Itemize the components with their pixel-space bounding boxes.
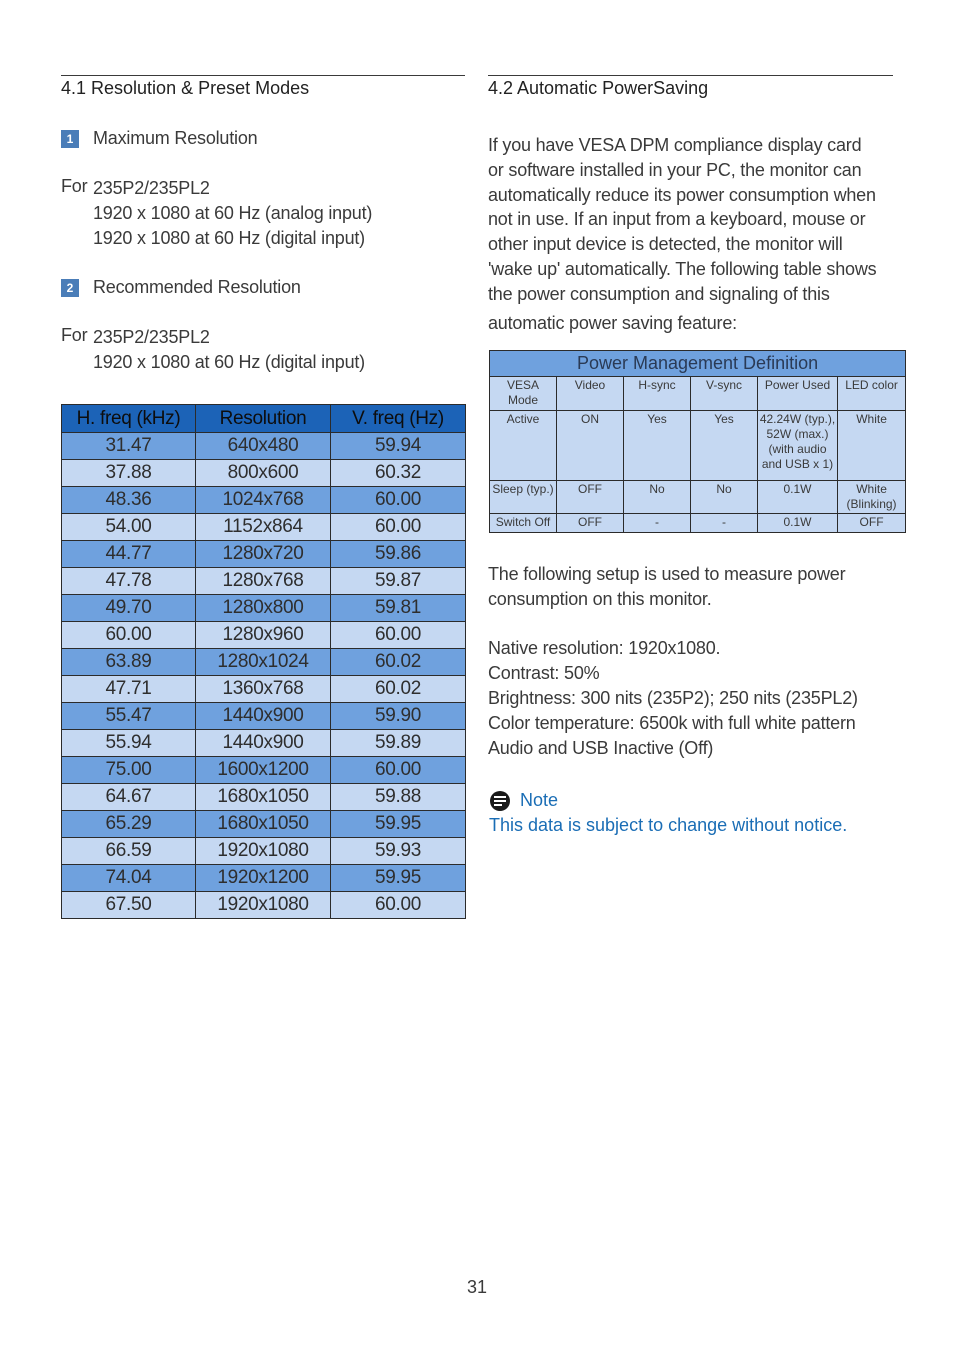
table-cell: 60.00 xyxy=(331,622,466,649)
table-cell: 1280x800 xyxy=(196,595,331,622)
max-line-analog: 1920 x 1080 at 60 Hz (analog input) xyxy=(93,203,373,223)
table-cell: 59.95 xyxy=(331,811,466,838)
section-divider-right xyxy=(488,75,893,76)
table-cell: 66.59 xyxy=(62,838,196,865)
rec-model: 235P2/235PL2 xyxy=(93,327,210,347)
page-number: 31 xyxy=(467,1277,488,1297)
max-resolution-label: Maximum Resolution xyxy=(93,128,258,148)
table-cell: 1920x1080 xyxy=(196,892,331,919)
power-cell: OFF xyxy=(557,481,624,514)
power-cell: 0.1W xyxy=(758,481,838,514)
header-hfreq: H. freq (kHz) xyxy=(62,405,196,433)
section-divider-left xyxy=(61,75,465,76)
rec-line-digital: 1920 x 1080 at 60 Hz (digital input) xyxy=(93,352,365,372)
table-cell: 60.00 xyxy=(331,757,466,784)
table-row xyxy=(62,892,466,919)
power-header-cell: Video xyxy=(557,377,624,411)
specs-line: Audio and USB Inactive (Off) xyxy=(488,738,714,758)
table-cell: 59.81 xyxy=(331,595,466,622)
table-cell: 59.88 xyxy=(331,784,466,811)
table-cell: 44.77 xyxy=(62,541,196,568)
setup-line: consumption on this monitor. xyxy=(488,589,712,609)
power-table-title: Power Management Definition xyxy=(490,351,906,377)
step-badge-1: 1 xyxy=(61,130,79,148)
table-cell: 64.67 xyxy=(62,784,196,811)
table-cell: 59.95 xyxy=(331,865,466,892)
table-cell: 1024x768 xyxy=(196,487,331,514)
power-cell: No xyxy=(691,481,758,514)
power-cell: 42.24W (typ.), 52W (max.) (with audio and USB x 1) xyxy=(758,411,838,481)
table-cell: 1600x1200 xyxy=(196,757,331,784)
power-cell: White (Blinking) xyxy=(838,481,906,514)
table-row xyxy=(62,676,466,703)
power-cell: Sleep (typ.) xyxy=(490,481,557,514)
power-cell: Switch Off xyxy=(490,514,557,533)
power-header-cell: Power Used xyxy=(758,377,838,411)
for-prefix-rec: For xyxy=(61,325,88,345)
note-text: This data is subject to change without notice. xyxy=(489,815,848,835)
power-cell: 0.1W xyxy=(758,514,838,533)
power-row-sleep xyxy=(490,481,906,514)
table-cell: 800x600 xyxy=(196,460,331,487)
table-cell: 75.00 xyxy=(62,757,196,784)
table-row xyxy=(62,730,466,757)
header-resolution: Resolution xyxy=(196,405,331,433)
power-row-active xyxy=(490,411,906,481)
table-cell: 59.86 xyxy=(331,541,466,568)
table-row xyxy=(62,487,466,514)
intro-line: automatically reduce its power consumption when xyxy=(488,184,876,205)
table-cell: 59.94 xyxy=(331,433,466,460)
power-cell: - xyxy=(624,514,691,533)
power-cell: OFF xyxy=(838,514,906,533)
table-row xyxy=(62,622,466,649)
table-header-row xyxy=(62,405,466,433)
note-title: Note xyxy=(520,790,559,810)
table-row xyxy=(62,703,466,730)
intro-line: other input device is detected, the monitor will xyxy=(488,234,843,255)
intro-line: 'wake up' automatically. The following table shows xyxy=(488,259,877,279)
table-cell: 47.78 xyxy=(62,568,196,595)
for-prefix-max: For xyxy=(61,176,88,196)
power-cell: White xyxy=(838,411,906,481)
table-row xyxy=(62,757,466,784)
power-header-cell: H-sync xyxy=(624,377,691,411)
table-row xyxy=(62,649,466,676)
table-cell: 1440x900 xyxy=(196,703,331,730)
table-cell: 67.50 xyxy=(62,892,196,919)
table-cell: 1680x1050 xyxy=(196,784,331,811)
table-cell: 60.32 xyxy=(331,460,466,487)
table-cell: 60.02 xyxy=(331,676,466,703)
table-cell: 1280x768 xyxy=(196,568,331,595)
max-line-digital: 1920 x 1080 at 60 Hz (digital input) xyxy=(93,228,365,248)
power-cell: OFF xyxy=(557,514,624,533)
specs-line: Color temperature: 6500k with full white pattern xyxy=(488,713,856,733)
table-row xyxy=(62,811,466,838)
table-row xyxy=(62,514,466,541)
table-cell: 60.00 xyxy=(62,622,196,649)
table-cell: 48.36 xyxy=(62,487,196,514)
power-header-cell: V-sync xyxy=(691,377,758,411)
table-row xyxy=(62,784,466,811)
specs-line: Native resolution: 1920x1080. xyxy=(488,638,721,658)
power-header-row xyxy=(490,377,906,411)
table-cell: 55.47 xyxy=(62,703,196,730)
section-heading-resolution: 4.1 Resolution & Preset Modes xyxy=(61,78,310,98)
table-cell: 60.00 xyxy=(331,487,466,514)
table-cell: 55.94 xyxy=(62,730,196,757)
table-row xyxy=(62,595,466,622)
table-cell: 1280x720 xyxy=(196,541,331,568)
table-cell: 59.93 xyxy=(331,838,466,865)
power-header-cell: VESA Mode xyxy=(490,377,557,411)
power-cell: - xyxy=(691,514,758,533)
table-row xyxy=(62,838,466,865)
power-cell: ON xyxy=(557,411,624,481)
recommended-resolution-label: Recommended Resolution xyxy=(93,277,301,297)
setup-line: The following setup is used to measure power xyxy=(488,564,846,584)
step-badge-2: 2 xyxy=(61,279,79,297)
section-heading-powersaving: 4.2 Automatic PowerSaving xyxy=(488,78,709,98)
table-cell: 63.89 xyxy=(62,649,196,676)
table-row xyxy=(62,541,466,568)
table-cell: 60.00 xyxy=(331,892,466,919)
table-cell: 60.00 xyxy=(331,514,466,541)
power-cell: Active xyxy=(490,411,557,481)
table-cell: 1280x960 xyxy=(196,622,331,649)
power-cell: Yes xyxy=(624,411,691,481)
table-row xyxy=(62,433,466,460)
table-cell: 1152x864 xyxy=(196,514,331,541)
table-cell: 59.89 xyxy=(331,730,466,757)
table-cell: 1280x1024 xyxy=(196,649,331,676)
table-cell: 37.88 xyxy=(62,460,196,487)
intro-line: or software installed in your PC, the monitor can xyxy=(488,159,862,180)
table-cell: 1680x1050 xyxy=(196,811,331,838)
table-row xyxy=(62,460,466,487)
table-cell: 49.70 xyxy=(62,595,196,622)
specs-line: Contrast: 50% xyxy=(488,663,600,683)
intro-line: automatic power saving feature: xyxy=(488,312,737,333)
table-cell: 1920x1200 xyxy=(196,865,331,892)
power-header-cell: LED color xyxy=(838,377,906,411)
table-cell: 1360x768 xyxy=(196,676,331,703)
table-cell: 65.29 xyxy=(62,811,196,838)
table-row xyxy=(62,568,466,595)
intro-line: the power consumption and signaling of this xyxy=(488,283,830,304)
table-cell: 1440x900 xyxy=(196,730,331,757)
specs-line: Brightness: 300 nits (235P2); 250 nits (235PL2) xyxy=(488,688,858,708)
table-cell: 31.47 xyxy=(62,433,196,460)
table-cell: 59.87 xyxy=(331,568,466,595)
header-vfreq: V. freq (Hz) xyxy=(331,405,466,433)
max-model: 235P2/235PL2 xyxy=(93,178,210,198)
power-cell: No xyxy=(624,481,691,514)
intro-line: not in use. If an input from a keyboard, mouse or xyxy=(488,209,866,230)
preset-modes-table xyxy=(61,404,466,919)
table-cell: 47.71 xyxy=(62,676,196,703)
table-cell: 74.04 xyxy=(62,865,196,892)
table-cell: 60.02 xyxy=(331,649,466,676)
table-cell: 54.00 xyxy=(62,514,196,541)
intro-line: If you have VESA DPM compliance display card xyxy=(488,135,862,155)
table-cell: 59.90 xyxy=(331,703,466,730)
note-icon xyxy=(489,790,511,812)
power-row-switch-off xyxy=(490,514,906,533)
table-cell: 1920x1080 xyxy=(196,838,331,865)
table-cell: 640x480 xyxy=(196,433,331,460)
table-row xyxy=(62,865,466,892)
power-management-table xyxy=(489,350,906,533)
power-cell: Yes xyxy=(691,411,758,481)
